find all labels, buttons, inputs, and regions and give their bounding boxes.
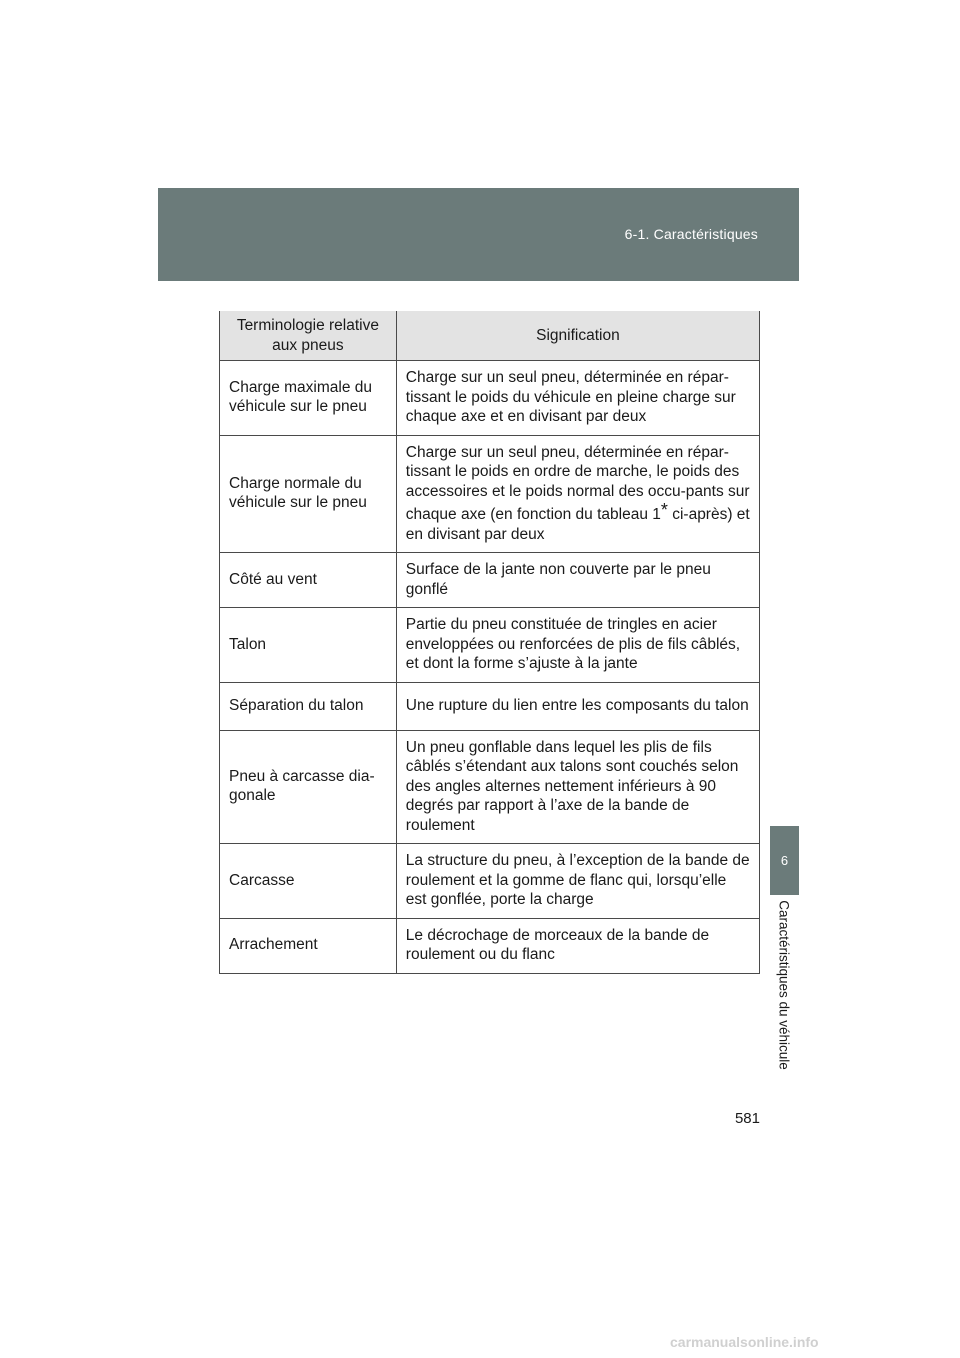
- column-header-meaning: Signification: [396, 311, 759, 361]
- term-cell: Côté au vent: [220, 553, 397, 608]
- tire-terminology-table: [219, 311, 760, 974]
- term-cell: Talon: [220, 608, 397, 683]
- term-cell: Charge normale du véhicule sur le pneu: [220, 435, 397, 553]
- table-row: [220, 682, 760, 730]
- table-row: [220, 361, 760, 436]
- meaning-cell: Charge sur un seul pneu, déterminée en répar-tissant le poids du véhicule en pleine charge sur chaque axe et en divisant par deux: [396, 361, 759, 436]
- table-row: [220, 435, 760, 553]
- term-cell: Séparation du talon: [220, 682, 397, 730]
- chapter-tab: 6: [770, 826, 799, 895]
- term-cell: Charge maximale du véhicule sur le pneu: [220, 361, 397, 436]
- meaning-text: Charge sur un seul pneu, déterminée en répar-tissant le poids en ordre de marche, le poids des accessoires et le poids normal des occu-pants sur chaque axe (en fonction du tableau 1: [405, 443, 750, 523]
- table-row: [220, 844, 760, 919]
- table-header-row: [220, 311, 760, 361]
- table-row: [220, 918, 760, 973]
- term-cell: Pneu à carcasse dia-gonale: [220, 730, 397, 844]
- page-number: 581: [734, 1110, 760, 1127]
- term-cell: Carcasse: [220, 844, 397, 919]
- meaning-cell: Un pneu gonflable dans lequel les plis de fils câblés s’étendant aux talons sont couchés selon des angles alternes nettement inférieurs à 90 degrés par rapport à l’axe de la bande de roulement: [396, 730, 759, 844]
- meaning-cell: Partie du pneu constituée de tringles en acier enveloppées ou renforcées de plis de fils câblés, et dont la forme s’ajuste à la jante: [396, 608, 759, 683]
- watermark: carmanualsonline.info: [670, 1334, 819, 1350]
- table-row: [220, 608, 760, 683]
- section-title: 6-1. Caractéristiques: [624, 226, 758, 242]
- meaning-cell: Une rupture du lien entre les composants du talon: [396, 682, 759, 730]
- column-header-term: Terminologie relative aux pneus: [220, 311, 397, 361]
- chapter-side-label: Caractéristiques du véhicule: [776, 900, 792, 1070]
- meaning-text-tail: ci-après) et en divisant par deux: [405, 506, 750, 543]
- term-cell: Arrachement: [220, 918, 397, 973]
- meaning-cell: La structure du pneu, à l’exception de la bande de roulement et la gomme de flanc qui, lorsqu’elle est gonflée, porte la charge: [396, 844, 759, 919]
- meaning-cell: [396, 435, 759, 553]
- meaning-cell: Surface de la jante non couverte par le pneu gonflé: [396, 553, 759, 608]
- table-row: [220, 730, 760, 844]
- footnote-star: *: [660, 500, 668, 520]
- meaning-cell: Le décrochage de morceaux de la bande de roulement ou du flanc: [396, 918, 759, 973]
- section-header-band: [158, 188, 799, 281]
- table-row: [220, 553, 760, 608]
